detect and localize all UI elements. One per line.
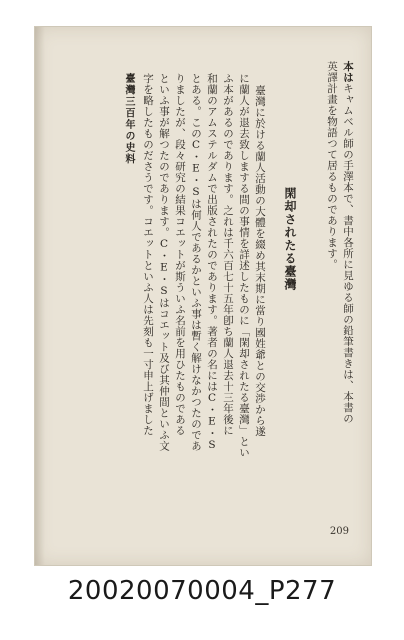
- page-number: 209: [329, 526, 349, 537]
- body-line-8: [141, 73, 155, 436]
- note-line-1-rest: キャムベル師の手澤本で、書中各所に見ゆる師の鉛筆書きは、: [342, 83, 354, 391]
- body-line-8-text: 字を略したものださうです。コエットといふ人は先刻も一寸申上げました: [142, 73, 154, 436]
- source-label: [121, 73, 135, 165]
- note-line-1-end: 本書の: [342, 391, 354, 424]
- section-heading: [283, 187, 297, 291]
- body-line-3: [221, 73, 235, 436]
- body-line-7: [157, 73, 171, 452]
- body-line-5-text: とある。このC・E・Sは何人であるかといふ事は暫く解けなかつたのであ: [190, 73, 202, 452]
- body-line-1: [253, 85, 267, 437]
- body-line-6: [173, 73, 187, 436]
- image-caption: 20020070004_P277: [67, 576, 337, 606]
- body-line-4: [205, 73, 219, 452]
- body-line-5: [189, 73, 203, 452]
- source-label-text: 臺灣三百年の史料: [123, 73, 134, 165]
- note-line-1: [341, 61, 355, 424]
- note-line-2-text: 英譯計畫を物語つて居るものであります。: [326, 61, 338, 270]
- book-page: [34, 26, 372, 566]
- note-line-1-prefix: 本は: [342, 61, 354, 83]
- note-line-2: [325, 61, 339, 270]
- section-heading-text: 閑却されたる臺灣: [283, 187, 297, 291]
- body-line-4-text: 和蘭のアムステルダムで出版されたのであります。著者の名にはC・E・S: [206, 73, 218, 452]
- body-line-2-text: に蘭人が退去致しまする間の事情を詳述したものに「閑却されたる臺灣」とい: [238, 73, 250, 458]
- body-line-7-text: といふ事が解つたのであります。C・E・Sはコエット及び其仲間といふ文: [158, 73, 170, 452]
- body-line-1-text: 臺灣に於ける蘭人活動の大體を綴め其末期に當り國姓爺との交渉から遂: [254, 85, 266, 437]
- body-line-3-text: ふ本があるのであります。之れは千六百七十五年卽ち蘭人退去十三年後に: [222, 73, 234, 436]
- body-line-6-text: りましたが、段々研究の結果コエットが斯ういふ名前を用ひたものである: [174, 73, 186, 436]
- body-line-2: [237, 73, 251, 458]
